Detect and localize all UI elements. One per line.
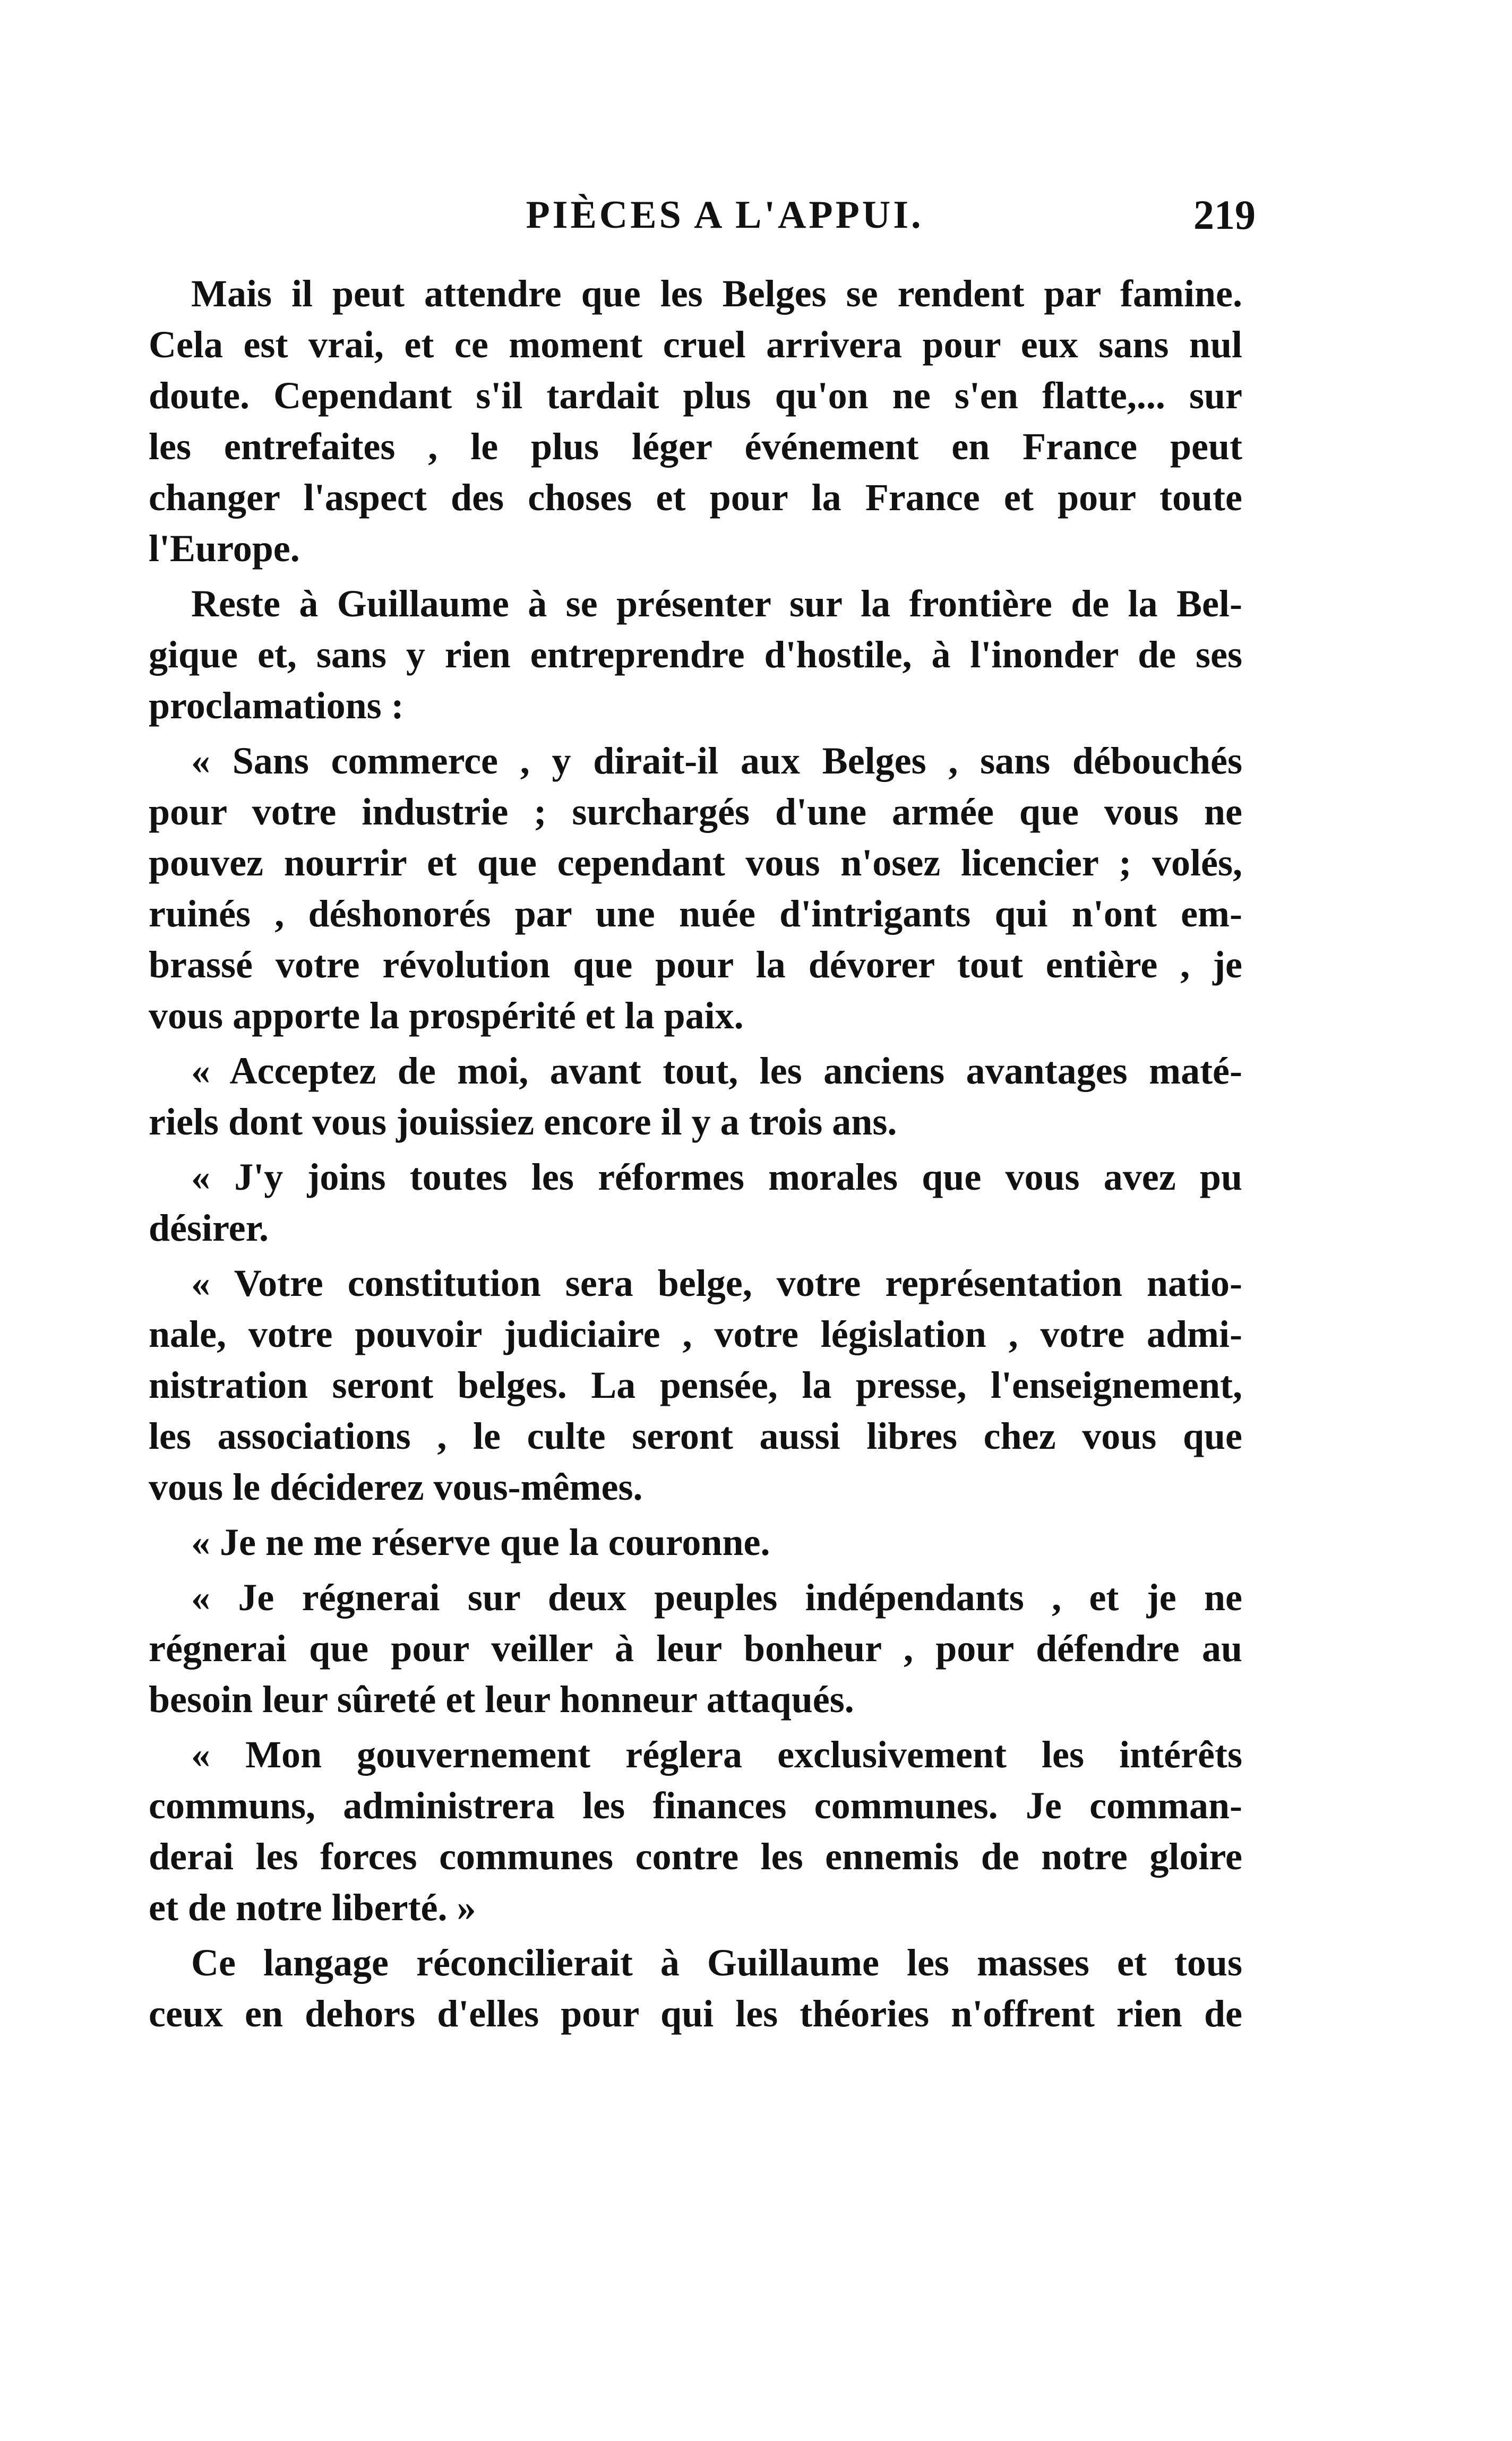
text-line: les entrefaites , le plus léger événement en France peut — [149, 425, 1242, 468]
text-line: « Sans commerce , y dirait-il aux Belges , sans débouchés — [191, 740, 1242, 782]
text-line: changer l'aspect des choses et pour la France et pour toute — [149, 476, 1242, 519]
text-line: proclamations : — [149, 684, 404, 727]
text-line: Reste à Guillaume à se présenter sur la frontière de la Bel- — [191, 582, 1242, 625]
text-line: l'Europe. — [149, 527, 300, 570]
text-line: derai les forces communes contre les ennemis de notre gloire — [149, 1835, 1242, 1878]
text-line: Cela est vrai, et ce moment cruel arrivera pour eux sans nul — [149, 323, 1242, 366]
text-line: riels dont vous jouissiez encore il y a trois ans. — [149, 1101, 897, 1143]
text-line: gique et, sans y rien entreprendre d'hostile, à l'inonder de ses — [149, 633, 1242, 676]
text-line: vous apporte la prospérité et la paix. — [149, 994, 744, 1037]
text-line: pour votre industrie ; surchargés d'une armée que vous ne — [149, 790, 1242, 833]
text-line: nale, votre pouvoir judiciaire , votre législation , votre admi- — [149, 1313, 1242, 1355]
text-line: nistration seront belges. La pensée, la presse, l'enseignement, — [149, 1364, 1242, 1406]
text-line: « Acceptez de moi, avant tout, les anciens avantages maté- — [191, 1050, 1242, 1092]
text-line: désirer. — [149, 1207, 269, 1249]
running-title: PIÈCES A L'APPUI. — [526, 193, 924, 237]
text-line: pouvez nourrir et que cependant vous n'osez licencier ; volés, — [149, 841, 1242, 884]
text-line: vous le déciderez vous-mêmes. — [149, 1466, 643, 1508]
text-line: ceux en dehors d'elles pour qui les théories n'offrent rien de — [149, 1992, 1242, 2035]
page-number: 219 — [1193, 192, 1256, 238]
text-line: ruinés , déshonorés par une nuée d'intrigants qui n'ont em- — [149, 892, 1242, 935]
running-head — [194, 186, 1256, 244]
text-line: « Je régnerai sur deux peuples indépendants , et je ne — [191, 1576, 1242, 1619]
text-line: les associations , le culte seront aussi libres chez vous que — [149, 1415, 1242, 1457]
text-line: brassé votre révolution que pour la dévorer tout entière , je — [149, 943, 1242, 986]
text-line: « Mon gouvernement réglera exclusivement les intérêts — [191, 1733, 1242, 1776]
body-text — [149, 268, 1242, 2039]
text-line: Ce langage réconcilierait à Guillaume les masses et tous — [191, 1941, 1242, 1984]
text-line: Mais il peut attendre que les Belges se rendent par famine. — [191, 272, 1242, 315]
text-line: régnerai que pour veiller à leur bonheur , pour défendre au — [149, 1627, 1242, 1670]
text-line: « J'y joins toutes les réformes morales que vous avez pu — [191, 1156, 1242, 1198]
text-line: « Je ne me réserve que la couronne. — [191, 1521, 770, 1563]
text-line: besoin leur sûreté et leur honneur attaqués. — [149, 1678, 854, 1721]
text-line: communs, administrera les finances communes. Je comman- — [149, 1784, 1242, 1827]
text-line: « Votre constitution sera belge, votre représentation natio- — [191, 1262, 1242, 1304]
text-line: et de notre liberté. » — [149, 1886, 476, 1929]
text-line: doute. Cependant s'il tardait plus qu'on ne s'en flatte,... sur — [149, 374, 1242, 417]
